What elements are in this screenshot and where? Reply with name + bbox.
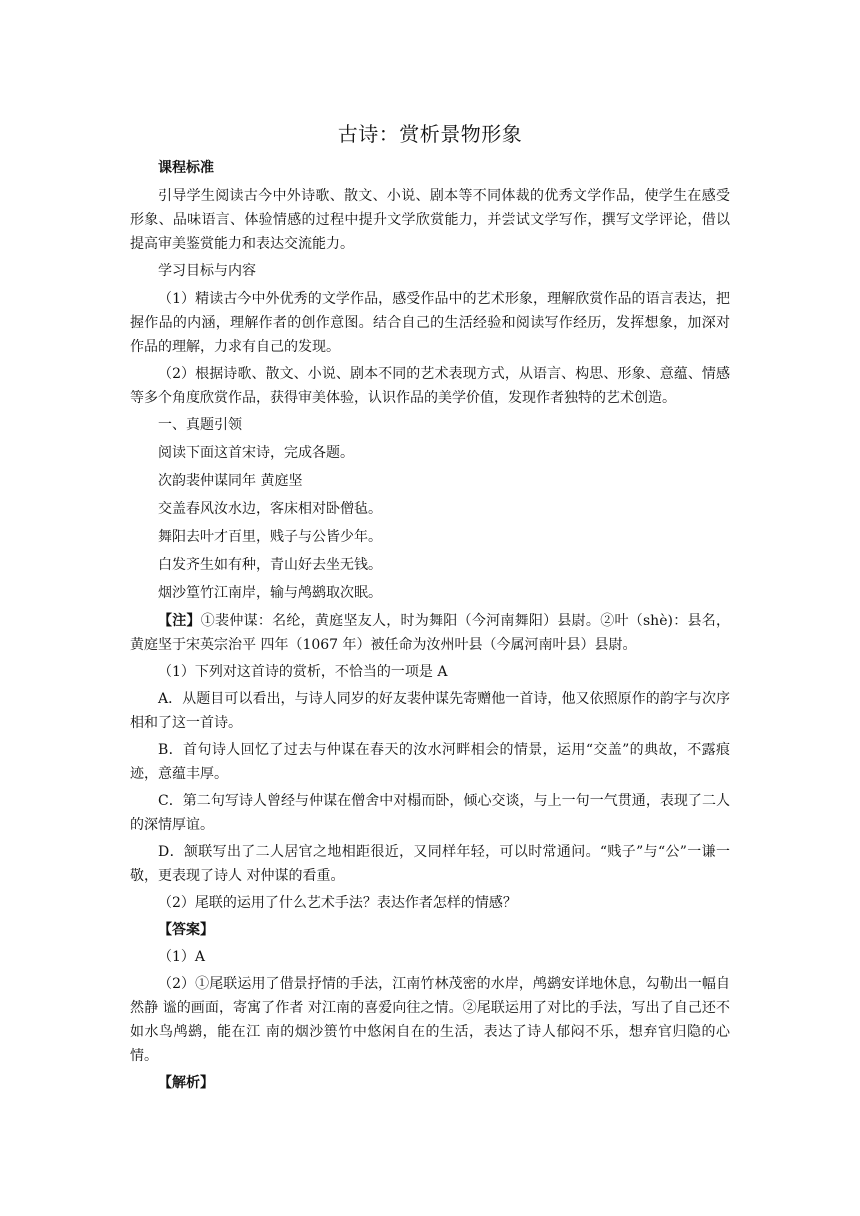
note-text: ①裴仲谋：名纶，黄庭坚友人，时为舞阳（今河南舞阳）县尉。②叶（shè)：县名，黄庭坚于宋英宗治平 四年（1067 年）被任命为汝州叶县（今属河南叶县）县尉。 — [130, 613, 730, 653]
poem-line: 烟沙篁竹江南岸，输与鸬鹚取次眠。 — [158, 585, 382, 601]
document-body — [130, 156, 730, 1098]
poem-line: 白发齐生如有种，青山好去坐无钱。 — [158, 557, 382, 573]
note-label: 【注】 — [158, 613, 201, 629]
poem-title-author: 次韵裴仲谋同年 黄庭坚 — [158, 473, 303, 489]
objectives-heading: 学习目标与内容 — [158, 263, 256, 279]
poem-line: 舞阳去叶才百里，贱子与公皆少年。 — [158, 529, 382, 545]
answer-1: （1）A — [158, 949, 206, 965]
note-paragraph — [130, 609, 730, 657]
option-b: B．首句诗人回忆了过去与仲谋在春天的汝水河畔相会的情景，运用“交盖”的典故，不露痕迹，意蕴丰厚。 — [130, 742, 730, 782]
question-2: （2）尾联的运用了什么艺术手法？表达作者怎样的情感？ — [158, 895, 517, 911]
reading-instruction: 阅读下面这首宋诗，完成各题。 — [158, 445, 354, 461]
page-title: 古诗：赏析景物形象 — [337, 122, 523, 146]
answer-label: 【答案】 — [158, 922, 214, 938]
poem-line: 交盖春风汝水边，客床相对卧僧毡。 — [158, 501, 382, 517]
answer-2: （2）①尾联运用了借景抒情的手法，江南竹林茂密的水岸，鸬鹚安详地休息，勾勒出一幅自然静 谧的画面，寄寓了作者 对江南的喜爱向往之情。②尾联运用了对比的手法，写出了自己还不如水鸟鸬鹚，能在江 南的烟沙篑竹中悠闲自在的生活，表达了诗人郁闷不乐，想弃官归隐的心情。 — [130, 976, 730, 1064]
objective-paragraph-2: （2）根据诗歌、散文、小说、剧本不同的艺术表现方式，从语言、构思、形象、意蕴、情感等多个角度欣赏作品，获得审美体验，认识作品的美学价值，发现作者独特的艺术创造。 — [130, 366, 730, 406]
option-d: D．颔联写出了二人居官之地相距很近，又同样年轻，可以时常通问。“贱子”与“公”一谦一敬，更表现了诗人 对仲谋的看重。 — [130, 844, 730, 884]
curriculum-paragraph: 引导学生阅读古今中外诗歌、散文、小说、剧本等不同体裁的优秀文学作品，使学生在感受形象、品味语言、体验情感的过程中提升文学欣赏能力，并尝试文学写作，撰写文学评论，借以提高审美鉴赏能力和表达交流能力。 — [130, 188, 730, 252]
analysis-label: 【解析】 — [158, 1075, 214, 1091]
option-a: A．从题目可以看出，与诗人同岁的好友裴仲谋先寄赠他一首诗，他又依照原作的韵字与次序相和了这一首诗。 — [130, 691, 730, 731]
objective-paragraph-1: （1）精读古今中外优秀的文学作品，感受作品中的艺术形象，理解欣赏作品的语言表达，把握作品的内涵，理解作者的创作意图。结合自己的生活经验和阅读写作经历，发挥想象，加深对作品的理解，力求有自己的发现。 — [130, 291, 730, 355]
section-heading-curriculum: 课程标准 — [158, 160, 214, 176]
part-one-heading: 一、真题引领 — [158, 417, 242, 433]
option-c: C．第二句写诗人曾经与仲谋在僧舍中对榻而卧，倾心交谈，与上一句一气贯通，表现了二人的深情厚谊。 — [130, 793, 730, 833]
question-1: （1）下列对这首诗的赏析，不恰当的一项是 A — [158, 664, 448, 680]
